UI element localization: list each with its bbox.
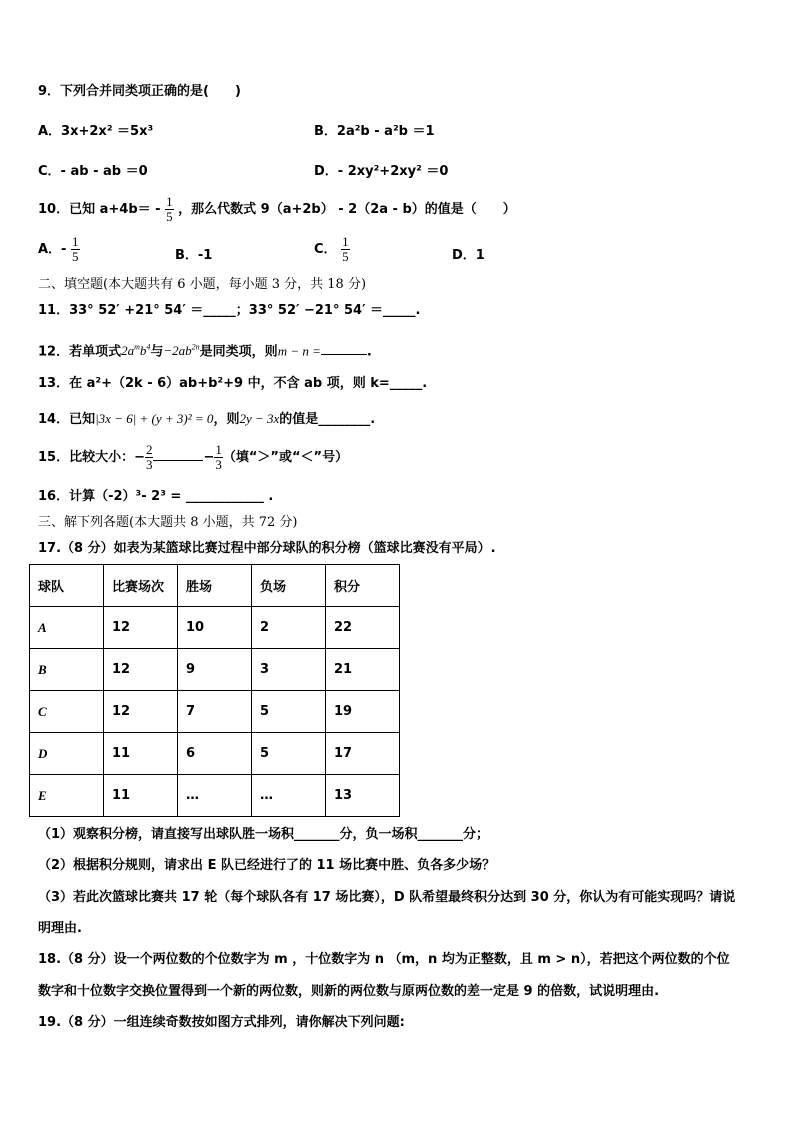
q10-option-c: C． $\frac{1}{5}$ [314, 234, 349, 264]
header-team: 球队 [30, 565, 104, 607]
q10-option-a: A．- $\frac{1}{5}$ [38, 234, 79, 264]
q18-line2: 数字和十位数字交换位置得到一个新的两位数，则新的两位数与原两位数的差一定是 9 的倍数，试说明理由. [38, 984, 660, 999]
q12: 12．若单项式$2a^mb^4$与$-2ab^{2n}$是同类项，则m − n = . [38, 339, 372, 361]
cell-points: 21 [326, 649, 400, 691]
cell-points: 17 [326, 733, 400, 775]
header-points: 积分 [326, 565, 400, 607]
q13: 13．在 a²+（2k - 6）ab+b²+9 中，不含 ab 项，则 k=_____. [38, 376, 428, 391]
q17-part1: （1）观察积分榜，请直接写出球队胜一场积_______分，负一场积_______分； [38, 827, 490, 842]
table-row [30, 775, 400, 817]
q17-part3-line2: 明理由. [38, 921, 82, 936]
table-row [30, 607, 400, 649]
cell-losses: 3 [252, 649, 326, 691]
cell-wins: 7 [178, 691, 252, 733]
q14: 14．已知|3x − 6| + (y + 3)² = 0，则2y − 3x的值是________. [38, 411, 376, 427]
q10-option-b: B．-1 [175, 248, 213, 263]
score-table [29, 564, 400, 817]
q17-part2: （2）根据积分规则，请求出 E 队已经进行了的 11 场比赛中胜、负各多少场？ [38, 858, 496, 873]
cell-games: 11 [104, 775, 178, 817]
q10-stem: 10．已知 a+4b＝ - $\frac{1}{5}$ ，那么代数式 9（a+2b） - 2（2a - b）的值是（ ） [38, 194, 516, 224]
section2-heading: 二、填空题(本大题共有 6 小题，每小题 3 分，共 18 分) [38, 277, 367, 292]
cell-team: B [30, 649, 104, 691]
cell-games: 12 [104, 691, 178, 733]
cell-wins: … [178, 775, 252, 817]
cell-wins: 6 [178, 733, 252, 775]
q9-option-c: C．- ab - ab ＝0 [38, 164, 148, 179]
section3-heading: 三、解下列各题(本大题共 8 小题，共 72 分) [38, 515, 298, 530]
table-row [30, 691, 400, 733]
table-row [30, 733, 400, 775]
q9-option-b: B．2a²b - a²b ＝1 [314, 124, 435, 139]
cell-wins: 10 [178, 607, 252, 649]
header-wins: 胜场 [178, 565, 252, 607]
table-header-row [30, 565, 400, 607]
q18-line1: 18.（8 分）设一个两位数的个位数字为 m ，十位数字为 n （m，n 均为正整数，且 m > n），若把这个两位数的个位 [38, 952, 730, 967]
q17-part3-line1: （3）若此次篮球比赛共 17 轮（每个球队各有 17 场比赛），D 队希望最终积分达到 30 分，你认为有可能实现吗？请说 [38, 890, 736, 905]
q15: 15．比较大小：− $\frac{2}{3}$ − $\frac{1}{3}$ （填“＞”或“＜”号） [38, 442, 349, 472]
table-row [30, 649, 400, 691]
q17-stem: 17.（8 分）如表为某篮球比赛过程中部分球队的积分榜（篮球比赛没有平局）. [38, 541, 496, 556]
q10-fraction: $\frac{1}{5}$ [166, 194, 173, 224]
cell-losses: 5 [252, 733, 326, 775]
q11: 11．33° 52′ +21° 54′ ＝_____；33° 52′ −21° 54′ ＝_____. [38, 303, 421, 318]
cell-points: 13 [326, 775, 400, 817]
cell-losses: 5 [252, 691, 326, 733]
cell-games: 11 [104, 733, 178, 775]
header-games: 比赛场次 [104, 565, 178, 607]
cell-team: A [30, 607, 104, 649]
cell-team: D [30, 733, 104, 775]
q9-option-d: D．- 2xy²+2xy² ＝0 [314, 164, 449, 179]
q9-stem: 9．下列合并同类项正确的是( ) [38, 84, 241, 99]
cell-losses: … [252, 775, 326, 817]
header-losses: 负场 [252, 565, 326, 607]
cell-team: E [30, 775, 104, 817]
q9-option-a: A．3x+2x² ＝5x³ [38, 124, 154, 139]
cell-points: 19 [326, 691, 400, 733]
cell-games: 12 [104, 649, 178, 691]
cell-team: C [30, 691, 104, 733]
cell-points: 22 [326, 607, 400, 649]
cell-games: 12 [104, 607, 178, 649]
cell-wins: 9 [178, 649, 252, 691]
q19-stem: 19.（8 分）一组连续奇数按如图方式排列，请你解决下列问题: [38, 1015, 405, 1030]
cell-losses: 2 [252, 607, 326, 649]
q16: 16．计算（-2）³- 2³ = ____________ . [38, 489, 274, 504]
q10-option-d: D．1 [452, 248, 485, 263]
